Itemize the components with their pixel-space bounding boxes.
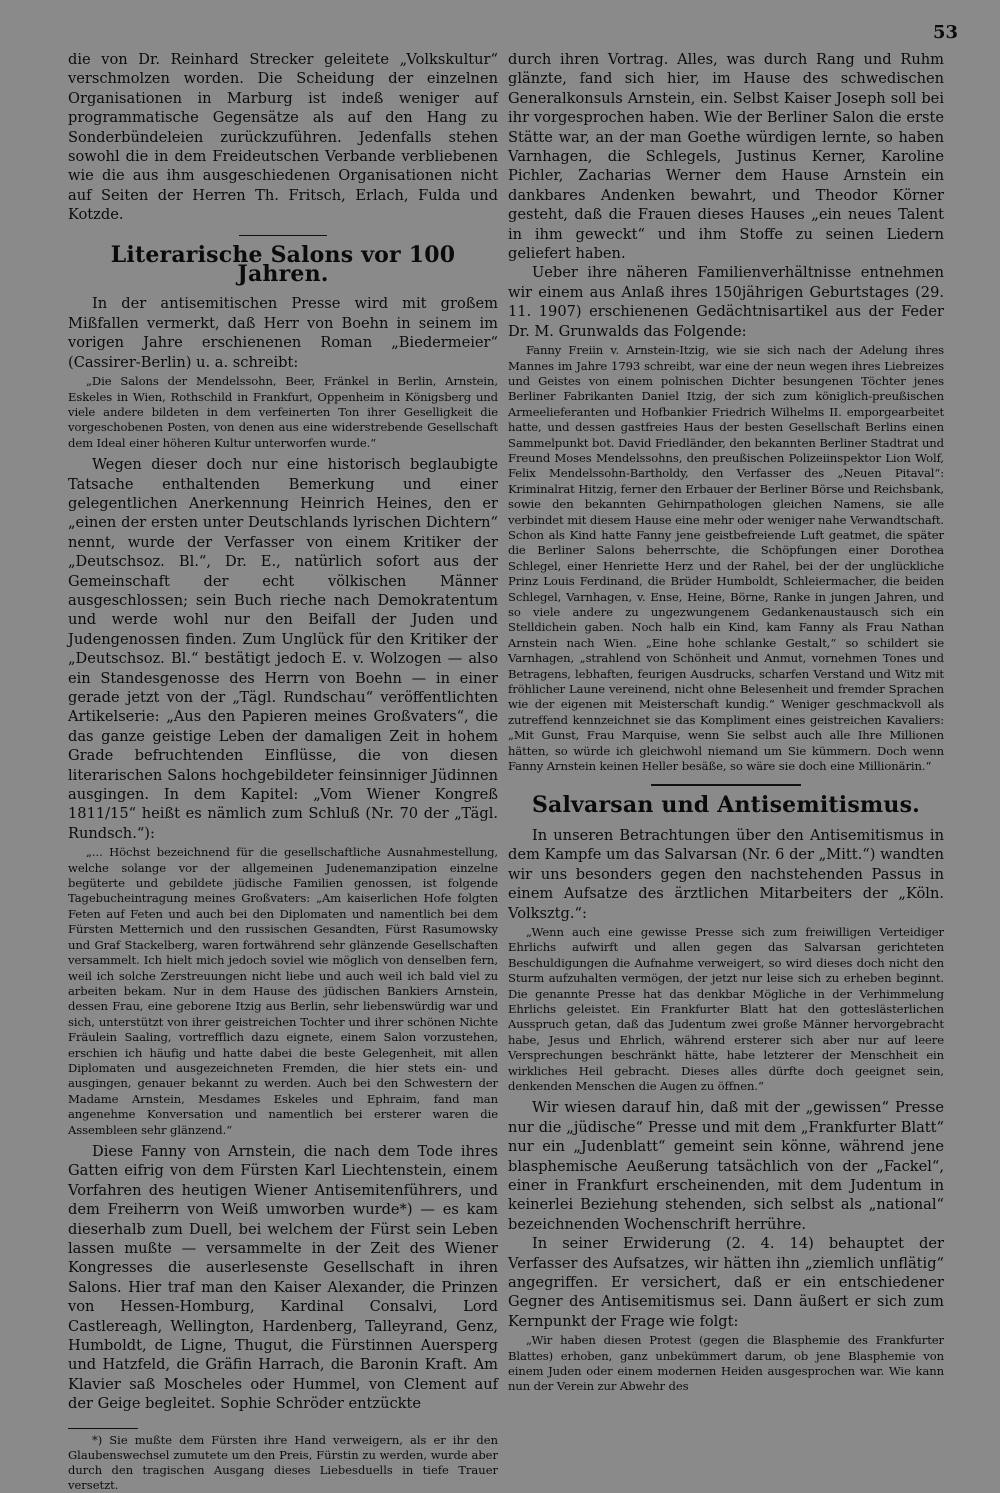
paragraph: In der antisemitischen Presse wird mit großem Mißfallen vermerkt, daß Herr von Boehn in seinem im vorigen Jahre erschienenen Roman „Biedermeier“ (Cassirer-Berlin) u. a. schreibt:: [68, 295, 498, 371]
article-heading-salvarsan: Salvarsan und Antisemitismus.: [531, 792, 921, 819]
block-quote: „... Höchst bezeichnend für die gesellschaftliche Ausnahmestellung, welche solange vor der allgemeinen Judenemanzipation einzelne begüterte und gebildete jüdische Familien genossen, ist folgende Tagebucheintragung meines Großvaters: „Am kaiserlichen Hofe folgten Feten auf Feten und auch bei den Diplomaten und namentlich bei dem Fürsten Metternich und den russischen Gesandten, Fürst Rasumowsky und Graf Stackelberg, waren fortwährend sehr glänzende Gesellschaften versammelt. Ich hielt mich jedoch soviel wie möglich von denselben fern, weil ich solche Zerstreuungen nicht liebe und auch weil ich bald viel zu arbeiten bekam. Nur in dem Hause des jüdischen Bankiers Arnstein, dessen Frau, eine geborene Itzig aus Berlin, sehr liebenswürdig war und sich, unterstützt von ihrer geistreichen Tochter und ihrer schönen Nichte Fräulein Saaling, vortrefflich dazu eignete, einem Salon vorzustehen, erschien ich häufig und hatte dabei die beste Gelegenheit, mit allen Diplomaten und ausgezeichneten Fremden, die hier stets ein- und ausgingen, genauer bekannt zu werden. Auch bei den Schwestern der Madame Arnstein, Mesdames Eskeles und Ephraim, fand man angenehme Konversation und namentlich bei ersterer waren die Assembleen sehr glänzend.“: [68, 845, 498, 1137]
left-column: [68, 50, 498, 1493]
article-heading-salons: Literarische Salons vor 100 Jahren.: [110, 241, 456, 288]
intro-paragraph: die von Dr. Reinhard Strecker geleitete „Volkskultur“ verschmolzen worden. Die Scheidung der einzelnen Organisationen in Marburg ist indeß weniger auf programmatische Gegensätze als auf den Hang zu Sonderbündeleien zurückzuführen. Jedenfalls stehen sowohl die in dem Freideutschen Verbande verbliebenen wie die aus ihm ausgeschiedenen Organisationen nicht auf Seiten der Herren Th. Fritsch, Erlach, Fulda und Kotzde.: [68, 51, 498, 224]
block-quote: Fanny Freiin v. Arnstein-Itzig, wie sie sich nach der Adelung ihres Mannes im Jahre 1793 schreibt, war eine der neun wegen ihres Liebreizes und Geistes von einem polnischen Dichter besungenen Töchter jenes Berliner Fabrikanten Daniel Itzig, der sich zum königlich-preußischen Armeelieferanten und Hofbankier Friedrich Wilhelms II. emporgearbeitet hatte, und dessen gastfreies Haus der besten Gesellschaft Berlins einen Sammelpunkt bot. David Friedländer, den bekannten Berliner Stadtrat und Freund Moses Mendelssohns, den preußischen Polizeiinspektor Lion Wolf, Felix Mendelssohn-Bartholdy, den Verfasser des „Neuen Pitaval“: Kriminalrat Hitzig, ferner den Erbauer der Berliner Börse und Reichsbank, sowie den bekannten Gehirnpathologen gleichen Namens, sie alle verbindet mit diesem Hause eine mehr oder weniger nahe Verwandtschaft. Schon als Kind hatte Fanny jene geistbefreiende Luft geatmet, die später die Berliner Salons beherrschte, die Schöpfungen einer Dorothea Schlegel, einer Henriette Herz und der Rahel, bei der der unglückliche Prinz Louis Ferdinand, die Brüder Humboldt, Schleiermacher, die beiden Schlegel, Varnhagen, v. Ense, Heine, Börne, Ranke in jungen Jahren, und so viele andere zu ungezwungenem Gedankenaustausch sich ein Stelldichein gaben. Noch halb ein Kind, kam Fanny als Frau Nathan Arnstein nach Wien. „Eine hohe schlanke Gestalt,“ so schildert sie Varnhagen, „strahlend von Schönheit und Anmut, vornehmen Tones und Betragens, lebhaften, feurigen Ausdrucks, scharfen Verstand und Witz mit fröhlicher Laune vereinend, nicht ohne Belesenheit und fremder Sprachen wie der eigenen mit Meisterschaft kundig.“ Weniger geschmackvoll als zutreffend kennzeichnet sie das Kompliment eines geistreichen Kavaliers: „Mit Gunst, Frau Marquise, wenn Sie selbst auch alle Ihre Millionen hätten, so würde ich gleichwohl niemand um Sie kümmern. Doch wenn Fanny Arnstein keinen Heller besäße, so wäre sie doch eine Millionärin.“: [508, 343, 944, 774]
block-quote: „Die Salons der Mendelssohn, Beer, Fränkel in Berlin, Arnstein, Eskeles in Wien, Rothschild in Frankfurt, Oppenheim in Königsberg und viele andere bildeten in dem verfeinerten Ton ihrer Geselligkeit die vorgeschobenen Posten, von denen aus eine widerstrebende Gesellschaft dem Ideal einer höheren Kultur unterworfen wurde.“: [68, 374, 498, 450]
block-quote: „Wir haben diesen Protest (gegen die Blasphemie des Frankfurter Blattes) erhoben, ganz unbekümmert darum, ob jene Blasphemie von einem Juden oder einem modernen Heiden ausgesprochen war. Wie kann nun der Verein zur Abwehr des: [508, 1333, 944, 1394]
paragraph: Ueber ihre näheren Familienverhältnisse entnehmen wir einem aus Anlaß ihres 150jährigen Geburtstages (29. 11. 1907) erschienenen Gedächtnisartikel aus der Feder Dr. M. Grunwalds das Folgende:: [508, 264, 944, 340]
footnote: *) Sie mußte dem Fürsten ihre Hand verweigern, als er ihr den Glaubenswechsel zumutete um den Preis, Fürstin zu werden, wurde aber durch den tragischen Ausgang dieses Liebesduells in tiefe Trauer versetzt.: [68, 1432, 498, 1492]
paragraph: Wir wiesen darauf hin, daß mit der „gewissen“ Presse nur die „jüdische“ Presse und mit dem „Frankfurter Blatt“ nur ein „Judenblatt“ gemeint sein könne, während jene blasphemische Aeußerung tatsächlich von der „Fackel“, einer in Frankfurt erscheinenden, mit dem Judentum in keinerlei Beziehung stehenden, sich selbst als „national“ bezeichnenden Wochenschrift herrühre.: [508, 1099, 944, 1233]
block-quote: „Wenn auch eine gewisse Presse sich zum freiwilligen Verteidiger Ehrlichs aufwirft und allen gegen das Salvarsan gerichteten Beschuldigungen die Aufnahme verweigert, so wird dieses doch nicht den Sturm aufzuhalten vermögen, der jetzt nur leise sich zu erheben beginnt. Die genannte Presse hat das denkbar Mögliche in der Verhimmelung Ehrlichs geleistet. Ein Frankfurter Blatt hat den gotteslästerlichen Ausspruch getan, daß das Judentum zwei große Männer hervorgebracht habe, Jesus und Ehrlich, während ersterer sich aber nur auf leere Versprechungen beschränkt hätte, habe letzterer der Menschheit ein wirkliches Heil gebracht. Dieses alles dürfte doch geeignet sein, denkenden Menschen die Augen zu öffnen.“: [508, 924, 944, 1093]
section-divider: [239, 235, 327, 236]
paragraph: In unseren Betrachtungen über den Antisemitismus in dem Kampfe um das Salvarsan (Nr. 6 der „Mitt.“) wandten wir uns besonders gegen den nachstehenden Passus in einem Aufsatze des ärztlichen Mitarbeiters der „Köln. Volksztg.“:: [508, 826, 944, 922]
paragraph: durch ihren Vortrag. Alles, was durch Rang und Ruhm glänzte, fand sich hier, im Hause des schwedischen Generalkonsuls Arnstein, ein. Selbst Kaiser Joseph soll bei ihr vorgesprochen haben. Wie der Berliner Salon die erste Stätte war, an der man Goethe würdigen lernte, so haben Varnhagen, die Schlegels, Justinus Kerner, Karoline Pichler, Zacharias Werner dem Hause Arnstein ein dankbares Andenken bewahrt, und Theodor Körner gesteht, daß die Frauen dieses Hauses „ein neues Talent in ihm geweckt“ und ihm Stoffe zu seinen Liedern geliefert haben.: [508, 51, 944, 263]
paragraph: Wegen dieser doch nur eine historisch beglaubigte Tatsache enthaltenden Bemerkung und einer gelegentlichen Anerkennung Heinrich Heines, den er „einen der ersten unter Deutschlands lyrischen Dichtern“ nennt, wurde der Verfasser von einem Kritiker der „Deutschsoz. Bl.“, Dr. E., natürlich sofort aus der Gemeinschaft der echt völkischen Männer ausgeschlossen; sein Buch rieche nach Demokratentum und werde wohl nur den Beifall der Juden und Judengenossen finden. Zum Unglück für den Kritiker der „Deutschsoz. Bl.“ bestätigt jedoch E. v. Wolzogen — also ein Standesgenosse des Herrn von Boehn — in einer gerade jetzt von der „Tägl. Rundschau“ veröffentlichten Artikelserie: „Aus den Papieren meines Großvaters“, die das ganze geistige Leben der damaligen Zeit in hohem Grade befruchtenden Einflüsse, die von diesen literarischen Salons hochgebildeter feinsinniger Jüdinnen ausgingen. In dem Kapitel: „Vom Wiener Kongreß 1811/15“ heißt es nämlich zum Schluß (Nr. 70 der „Tägl. Rundsch.“):: [68, 456, 498, 842]
footnote-divider: [68, 1428, 138, 1429]
right-column: [508, 50, 944, 1399]
paragraph: In seiner Erwiderung (2. 4. 14) behauptet der Verfasser des Aufsatzes, wir hätten ihn „ziemlich unflätig“ angegriffen. Er versichert, daß er ein entschiedener Gegner des Antisemitismus sei. Dann äußert er sich zum Kernpunkt der Frage wie folgt:: [508, 1235, 944, 1330]
page-number: 53: [932, 22, 958, 43]
section-divider: [651, 784, 801, 786]
paragraph: Diese Fanny von Arnstein, die nach dem Tode ihres Gatten eifrig von dem Fürsten Karl Liechtenstein, einem Vorfahren des heutigen Wiener Antisemitenführers, und dem Freiherrn von Weiß umworben wurde*) — es kam dieserhalb zum Duell, bei welchem der Fürst sein Leben lassen mußte — versammelte in der Zeit des Wiener Kongresses die auserlesenste Gesellschaft in ihren Salons. Hier traf man den Kaiser Alexander, die Prinzen von Hessen-Homburg, Kardinal Consalvi, Lord Castlereagh, Wellington, Hardenberg, Talleyrand, Genz, Humboldt, de Ligne, Thugut, die Fürstinnen Auersperg und Hatzfeld, die Gräfin Harrach, die Baronin Kraft. Am Klavier saß Moscheles oder Hummel, von Clement auf der Geige begleitet. Sophie Schröder entzückte: [68, 1142, 498, 1413]
